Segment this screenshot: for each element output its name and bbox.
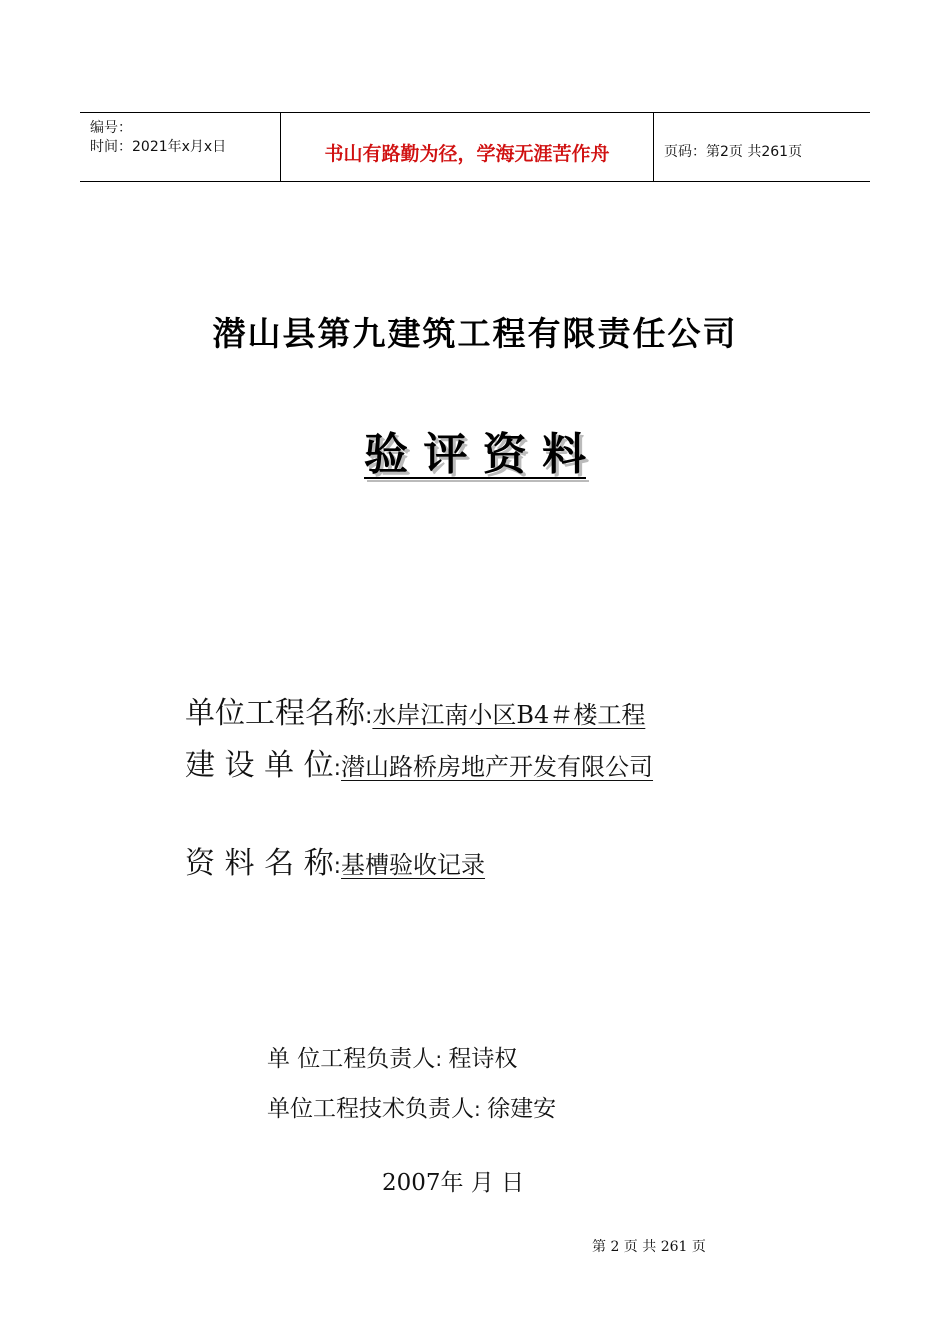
responsible-label: 单位工程技术负责人 bbox=[267, 1096, 474, 1122]
header-page-cell bbox=[654, 113, 870, 181]
field-label: 单位工程名称 bbox=[185, 696, 365, 731]
responsible-label: 单 位工程负责人 bbox=[267, 1046, 436, 1072]
field-separator: : bbox=[333, 756, 342, 781]
field-document-name bbox=[185, 838, 485, 882]
responsible-name: 程诗权 bbox=[448, 1046, 518, 1072]
project-manager-line bbox=[267, 1040, 517, 1073]
field-value: 水岸江南小区B4＃楼工程 bbox=[372, 701, 646, 729]
field-value: 潜山路桥房地产开发有限公司 bbox=[341, 753, 654, 781]
number-label: 编号： bbox=[90, 120, 132, 136]
page-footer: 第 2 页 共 261 页 bbox=[592, 1239, 706, 1255]
field-label: 资 料 名 称 bbox=[185, 846, 334, 881]
responsible-separator: : bbox=[435, 1047, 449, 1071]
page-info: 页码：第2页 共261页 bbox=[664, 144, 803, 160]
document-header bbox=[80, 112, 870, 182]
document-title-wrap bbox=[0, 418, 950, 482]
header-meta-cell bbox=[80, 113, 281, 181]
field-project-name bbox=[185, 688, 645, 732]
motto: 书山有路勤为径，学海无涯苦作舟 bbox=[324, 143, 610, 165]
responsible-name: 徐建安 bbox=[487, 1096, 557, 1122]
date-line: 2007年 月 日 bbox=[382, 1170, 525, 1196]
header-motto-cell bbox=[281, 113, 654, 181]
responsible-separator: : bbox=[474, 1097, 488, 1121]
field-construction-unit bbox=[185, 740, 653, 784]
technical-manager-line bbox=[267, 1090, 556, 1123]
field-value: 基槽验收记录 bbox=[341, 851, 486, 879]
company-title: 潜山县第九建筑工程有限责任公司 bbox=[212, 314, 738, 353]
field-separator: : bbox=[365, 704, 373, 729]
field-label: 建 设 单 位 bbox=[185, 748, 334, 783]
field-separator: : bbox=[333, 854, 342, 879]
time-label: 时间：2021年x月x日 bbox=[90, 139, 227, 155]
document-title: 验 评 资 料 bbox=[364, 429, 586, 480]
